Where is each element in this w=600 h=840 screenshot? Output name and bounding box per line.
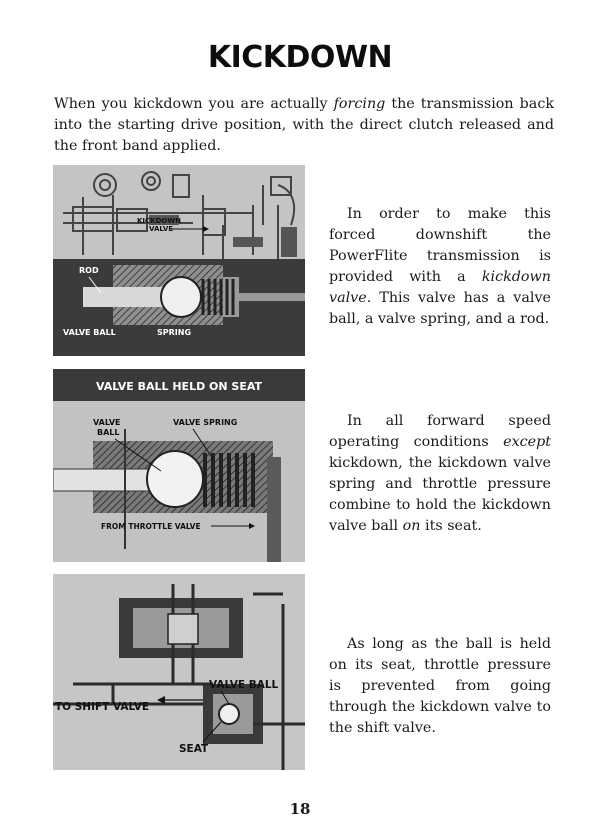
intro-paragraph: [54, 94, 554, 157]
valve-ball-label: VALVE BALL: [209, 679, 279, 691]
text-run: This valve has a valve ball, a valve spring, and a rod.: [329, 290, 551, 327]
valve-label: VALVE: [93, 418, 121, 427]
seat-label: SEAT: [179, 743, 209, 755]
to-shift-valve-label: TO SHIFT VALVE: [55, 701, 150, 713]
text-run: In all forward speed operating conditions: [329, 413, 551, 450]
text-run: kickdown, the kickdown valve spring and throttle pressure combine to hold the kickdown valve ball: [329, 455, 551, 534]
text-run: on: [402, 518, 421, 534]
text-run: As long as the ball is held on its seat, throttle pressure is prevented from going through the kickdown valve to the shift valve.: [329, 636, 551, 736]
valve-spring-label: VALVE SPRING: [173, 418, 238, 427]
page-title: KICKDOWN: [207, 40, 393, 75]
valve-ball-held-on-seat-figure: [53, 369, 305, 562]
spring-label: SPRING: [157, 328, 192, 337]
text-run: In order to make this forced downshift the PowerFlite transmission is provided with a: [329, 206, 551, 285]
text-run: kickdown valve.: [329, 269, 551, 306]
rod-label: ROD: [79, 266, 99, 275]
ball-label: BALL: [97, 428, 120, 437]
from-throttle-valve-label: FROM THROTTLE VALVE: [101, 522, 201, 531]
text-run: its seat.: [420, 518, 482, 534]
kickdown-label: KICKDOWN: [137, 217, 181, 225]
text-run: the transmission back into the starting drive position, with the direct clutch released and the front band applied.: [54, 96, 554, 154]
paragraph-ball-held: [329, 634, 551, 739]
paragraph-forward-speed: [329, 411, 551, 537]
paragraph-kickdown-valve: [329, 204, 551, 330]
valve-label: VALVE: [149, 225, 174, 233]
text-run: When you kickdown you are actually: [54, 96, 334, 112]
text-run: except: [503, 434, 551, 450]
figure-header: VALVE BALL HELD ON SEAT: [95, 380, 263, 393]
text-run: forcing: [333, 96, 386, 112]
valve-ball-label: VALVE BALL: [63, 328, 116, 337]
kickdown-valve-figure: [53, 165, 305, 356]
page-number: 18: [289, 800, 311, 818]
throttle-pressure-figure: [53, 574, 305, 770]
